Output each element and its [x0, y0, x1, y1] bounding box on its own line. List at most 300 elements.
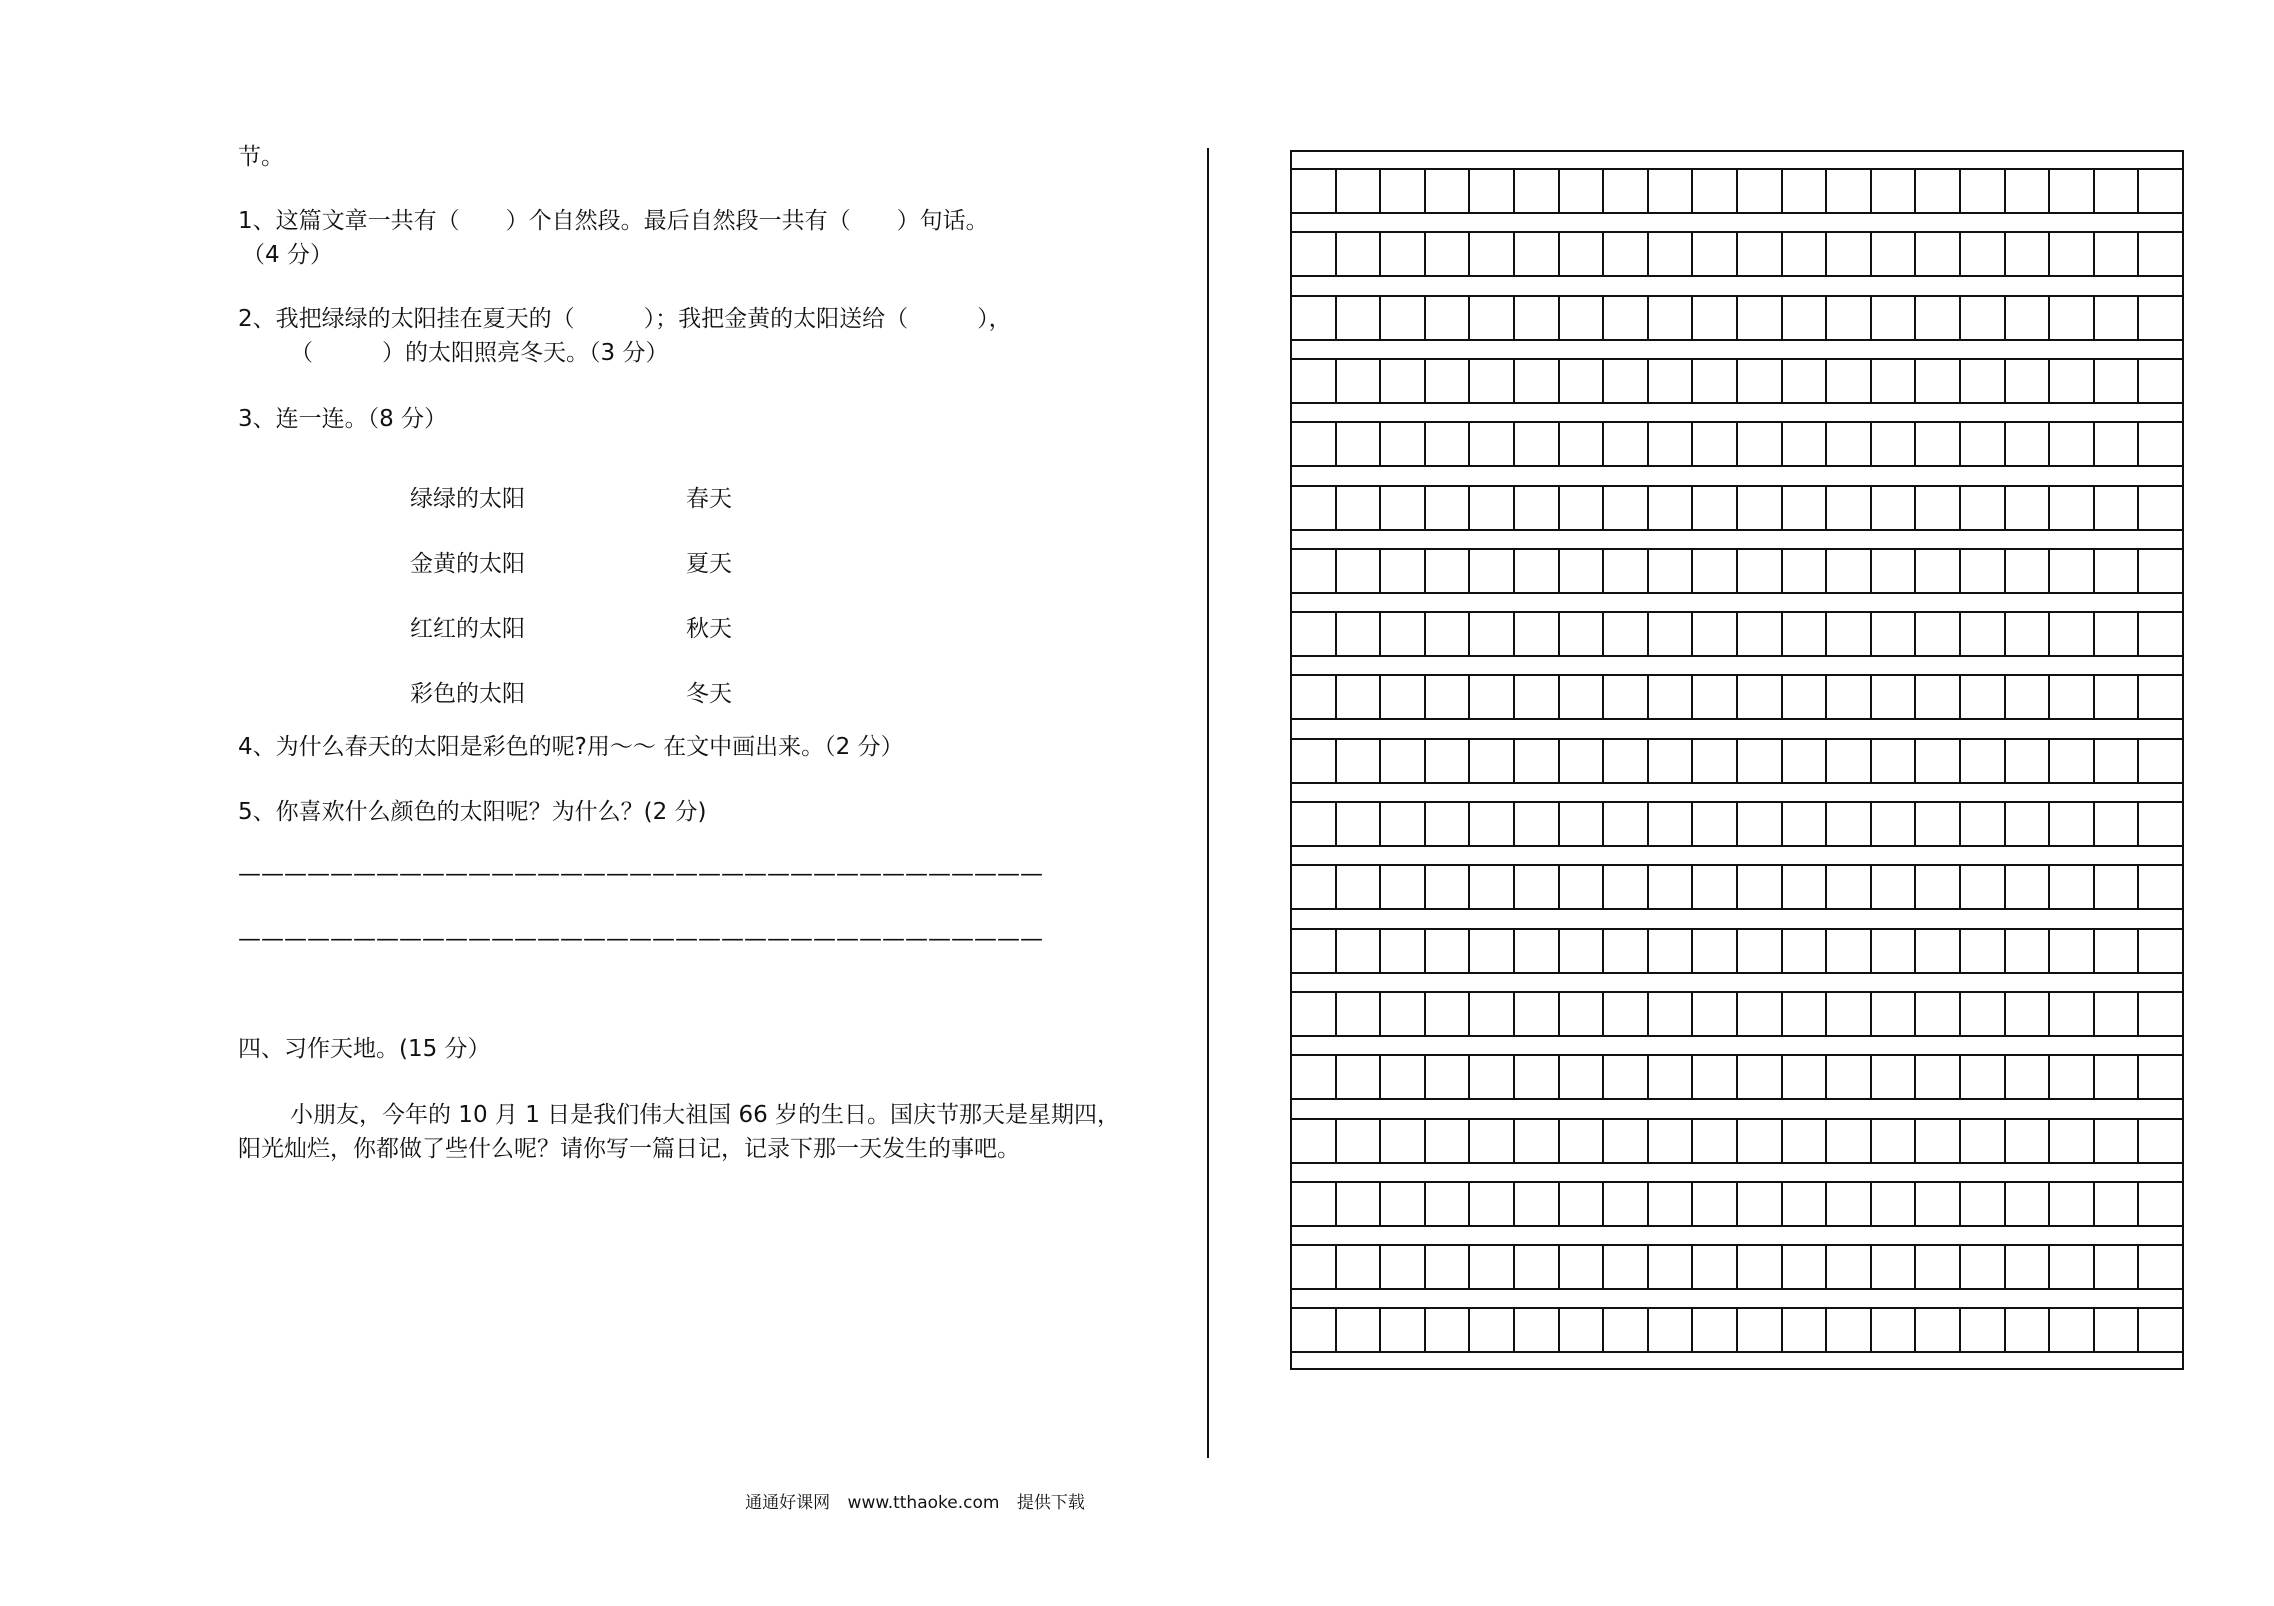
grid-cell[interactable] — [1783, 170, 1828, 212]
grid-cell[interactable] — [1292, 1246, 1337, 1288]
grid-cell[interactable] — [1515, 487, 1560, 529]
grid-cell[interactable] — [1515, 676, 1560, 718]
grid-cell[interactable] — [1337, 993, 1382, 1035]
grid-cell[interactable] — [2050, 170, 2095, 212]
grid-cell[interactable] — [2139, 930, 2182, 972]
grid-cell[interactable] — [1827, 803, 1872, 845]
grid-cell[interactable] — [2006, 1120, 2051, 1162]
grid-cell[interactable] — [1961, 170, 2006, 212]
grid-cell[interactable] — [1738, 1246, 1783, 1288]
grid-cell[interactable] — [1961, 866, 2006, 908]
grid-cell[interactable] — [1693, 613, 1738, 655]
grid-cell[interactable] — [1604, 866, 1649, 908]
grid-cell[interactable] — [1961, 360, 2006, 402]
grid-cell[interactable] — [1738, 1056, 1783, 1098]
grid-cell[interactable] — [1827, 170, 1872, 212]
grid-cell[interactable] — [1560, 930, 1605, 972]
grid-cell[interactable] — [1604, 740, 1649, 782]
grid-cell[interactable] — [1337, 740, 1382, 782]
grid-cell[interactable] — [2139, 1309, 2182, 1351]
grid-cell[interactable] — [1515, 1309, 1560, 1351]
grid-cell[interactable] — [1470, 676, 1515, 718]
grid-cell[interactable] — [1827, 740, 1872, 782]
grid-cell[interactable] — [2139, 1056, 2182, 1098]
grid-cell[interactable] — [1783, 993, 1828, 1035]
grid-cell[interactable] — [1560, 993, 1605, 1035]
grid-cell[interactable] — [1827, 866, 1872, 908]
grid-cell[interactable] — [1693, 423, 1738, 465]
grid-cell[interactable] — [1872, 1246, 1917, 1288]
grid-cell[interactable] — [1916, 1309, 1961, 1351]
grid-cell[interactable] — [1738, 1183, 1783, 1225]
grid-cell[interactable] — [2050, 1056, 2095, 1098]
grid-cell[interactable] — [1381, 676, 1426, 718]
grid-cell[interactable] — [1337, 866, 1382, 908]
grid-cell[interactable] — [1292, 550, 1337, 592]
grid-cell[interactable] — [1560, 1309, 1605, 1351]
grid-cell[interactable] — [1337, 803, 1382, 845]
grid-cell[interactable] — [1916, 676, 1961, 718]
grid-cell[interactable] — [1827, 1246, 1872, 1288]
grid-cell[interactable] — [1961, 1183, 2006, 1225]
grid-cell[interactable] — [1961, 297, 2006, 339]
grid-cell[interactable] — [1693, 1309, 1738, 1351]
grid-cell[interactable] — [2050, 487, 2095, 529]
grid-cell[interactable] — [1693, 487, 1738, 529]
grid-cell[interactable] — [1381, 170, 1426, 212]
grid-cell[interactable] — [1916, 1120, 1961, 1162]
grid-cell[interactable] — [1783, 233, 1828, 275]
grid-cell[interactable] — [1426, 613, 1471, 655]
grid-cell[interactable] — [1649, 550, 1694, 592]
grid-cell[interactable] — [1426, 170, 1471, 212]
grid-cell[interactable] — [1916, 1183, 1961, 1225]
grid-cell[interactable] — [1783, 803, 1828, 845]
grid-cell[interactable] — [1649, 676, 1694, 718]
grid-cell[interactable] — [1470, 360, 1515, 402]
grid-cell[interactable] — [1783, 360, 1828, 402]
grid-cell[interactable] — [1426, 297, 1471, 339]
grid-cell[interactable] — [1693, 1246, 1738, 1288]
grid-cell[interactable] — [1916, 1246, 1961, 1288]
grid-cell[interactable] — [1649, 1246, 1694, 1288]
grid-cell[interactable] — [1426, 993, 1471, 1035]
grid-cell[interactable] — [1827, 993, 1872, 1035]
grid-cell[interactable] — [1292, 170, 1337, 212]
grid-cell[interactable] — [1738, 866, 1783, 908]
grid-cell[interactable] — [1649, 360, 1694, 402]
grid-cell[interactable] — [1426, 360, 1471, 402]
grid-cell[interactable] — [2050, 676, 2095, 718]
grid-cell[interactable] — [2139, 487, 2182, 529]
grid-cell[interactable] — [2095, 740, 2140, 782]
grid-cell[interactable] — [2006, 676, 2051, 718]
grid-cell[interactable] — [1649, 803, 1694, 845]
grid-cell[interactable] — [1470, 740, 1515, 782]
grid-cell[interactable] — [2050, 803, 2095, 845]
grid-cell[interactable] — [1426, 676, 1471, 718]
grid-cell[interactable] — [1381, 866, 1426, 908]
grid-cell[interactable] — [2095, 360, 2140, 402]
grid-cell[interactable] — [1738, 740, 1783, 782]
grid-cell[interactable] — [1381, 487, 1426, 529]
grid-cell[interactable] — [1381, 1246, 1426, 1288]
grid-cell[interactable] — [1604, 170, 1649, 212]
grid-cell[interactable] — [2095, 930, 2140, 972]
grid-cell[interactable] — [1604, 676, 1649, 718]
grid-cell[interactable] — [1872, 1183, 1917, 1225]
grid-cell[interactable] — [1337, 360, 1382, 402]
grid-cell[interactable] — [1604, 233, 1649, 275]
grid-cell[interactable] — [1916, 170, 1961, 212]
grid-cell[interactable] — [1649, 170, 1694, 212]
grid-cell[interactable] — [1872, 993, 1917, 1035]
grid-cell[interactable] — [1738, 803, 1783, 845]
grid-cell[interactable] — [1604, 930, 1649, 972]
grid-cell[interactable] — [1872, 423, 1917, 465]
grid-cell[interactable] — [1916, 550, 1961, 592]
grid-cell[interactable] — [1426, 423, 1471, 465]
grid-cell[interactable] — [1515, 1120, 1560, 1162]
grid-cell[interactable] — [1693, 233, 1738, 275]
grid-cell[interactable] — [1426, 1246, 1471, 1288]
grid-cell[interactable] — [2050, 423, 2095, 465]
grid-cell[interactable] — [1337, 233, 1382, 275]
grid-cell[interactable] — [2006, 1183, 2051, 1225]
grid-cell[interactable] — [2095, 1183, 2140, 1225]
grid-cell[interactable] — [2050, 993, 2095, 1035]
grid-cell[interactable] — [2050, 1183, 2095, 1225]
grid-cell[interactable] — [1515, 803, 1560, 845]
grid-cell[interactable] — [1649, 613, 1694, 655]
grid-cell[interactable] — [1827, 297, 1872, 339]
grid-cell[interactable] — [2095, 487, 2140, 529]
grid-cell[interactable] — [1693, 676, 1738, 718]
grid-cell[interactable] — [1961, 613, 2006, 655]
grid-cell[interactable] — [2139, 550, 2182, 592]
grid-cell[interactable] — [1916, 1056, 1961, 1098]
grid-cell[interactable] — [1961, 487, 2006, 529]
grid-cell[interactable] — [2095, 423, 2140, 465]
grid-cell[interactable] — [1649, 740, 1694, 782]
grid-cell[interactable] — [1916, 803, 1961, 845]
grid-cell[interactable] — [1738, 1309, 1783, 1351]
grid-cell[interactable] — [1560, 676, 1605, 718]
grid-cell[interactable] — [2050, 360, 2095, 402]
grid-cell[interactable] — [2006, 550, 2051, 592]
grid-cell[interactable] — [1515, 297, 1560, 339]
grid-cell[interactable] — [1738, 993, 1783, 1035]
grid-cell[interactable] — [1738, 487, 1783, 529]
grid-cell[interactable] — [1738, 423, 1783, 465]
grid-cell[interactable] — [1292, 423, 1337, 465]
grid-cell[interactable] — [1470, 1246, 1515, 1288]
grid-cell[interactable] — [2006, 993, 2051, 1035]
grid-cell[interactable] — [1693, 1056, 1738, 1098]
grid-cell[interactable] — [2006, 487, 2051, 529]
grid-cell[interactable] — [2095, 1309, 2140, 1351]
grid-cell[interactable] — [1604, 1120, 1649, 1162]
grid-cell[interactable] — [1292, 1309, 1337, 1351]
grid-cell[interactable] — [1337, 423, 1382, 465]
grid-cell[interactable] — [1560, 613, 1605, 655]
grid-cell[interactable] — [1872, 740, 1917, 782]
grid-cell[interactable] — [1604, 297, 1649, 339]
grid-cell[interactable] — [1515, 550, 1560, 592]
grid-cell[interactable] — [1381, 740, 1426, 782]
grid-cell[interactable] — [1693, 866, 1738, 908]
grid-cell[interactable] — [2050, 866, 2095, 908]
grid-cell[interactable] — [2139, 360, 2182, 402]
grid-cell[interactable] — [1426, 233, 1471, 275]
grid-cell[interactable] — [2050, 1309, 2095, 1351]
grid-cell[interactable] — [1426, 1183, 1471, 1225]
grid-cell[interactable] — [1649, 1183, 1694, 1225]
grid-cell[interactable] — [1649, 930, 1694, 972]
grid-cell[interactable] — [2006, 866, 2051, 908]
grid-cell[interactable] — [1604, 1246, 1649, 1288]
grid-cell[interactable] — [1604, 803, 1649, 845]
grid-cell[interactable] — [1292, 993, 1337, 1035]
grid-cell[interactable] — [2139, 803, 2182, 845]
grid-cell[interactable] — [1470, 1183, 1515, 1225]
grid-cell[interactable] — [1872, 170, 1917, 212]
grid-cell[interactable] — [1649, 297, 1694, 339]
grid-cell[interactable] — [1827, 550, 1872, 592]
grid-cell[interactable] — [1560, 360, 1605, 402]
grid-cell[interactable] — [1292, 740, 1337, 782]
grid-cell[interactable] — [1470, 1309, 1515, 1351]
grid-cell[interactable] — [1381, 930, 1426, 972]
grid-cell[interactable] — [1515, 740, 1560, 782]
grid-cell[interactable] — [1426, 740, 1471, 782]
grid-cell[interactable] — [2095, 1056, 2140, 1098]
grid-cell[interactable] — [1604, 550, 1649, 592]
grid-cell[interactable] — [1292, 1120, 1337, 1162]
grid-cell[interactable] — [1693, 803, 1738, 845]
grid-cell[interactable] — [1872, 1056, 1917, 1098]
grid-cell[interactable] — [1738, 930, 1783, 972]
grid-cell[interactable] — [1916, 487, 1961, 529]
grid-cell[interactable] — [1470, 866, 1515, 908]
grid-cell[interactable] — [1515, 233, 1560, 275]
grid-cell[interactable] — [1961, 803, 2006, 845]
grid-cell[interactable] — [1961, 1056, 2006, 1098]
grid-cell[interactable] — [1961, 1120, 2006, 1162]
grid-cell[interactable] — [1560, 803, 1605, 845]
grid-cell[interactable] — [1872, 803, 1917, 845]
grid-cell[interactable] — [2006, 803, 2051, 845]
grid-cell[interactable] — [1872, 866, 1917, 908]
grid-cell[interactable] — [1381, 360, 1426, 402]
grid-cell[interactable] — [1693, 1120, 1738, 1162]
grid-cell[interactable] — [1961, 676, 2006, 718]
grid-cell[interactable] — [1470, 1056, 1515, 1098]
grid-cell[interactable] — [1292, 297, 1337, 339]
grid-cell[interactable] — [1292, 487, 1337, 529]
grid-cell[interactable] — [1560, 550, 1605, 592]
grid-cell[interactable] — [2050, 1246, 2095, 1288]
grid-cell[interactable] — [1426, 1056, 1471, 1098]
grid-cell[interactable] — [1783, 1183, 1828, 1225]
grid-cell[interactable] — [1961, 423, 2006, 465]
grid-cell[interactable] — [1827, 1183, 1872, 1225]
grid-cell[interactable] — [1916, 360, 1961, 402]
grid-cell[interactable] — [1693, 360, 1738, 402]
grid-cell[interactable] — [1827, 1120, 1872, 1162]
grid-cell[interactable] — [1337, 1120, 1382, 1162]
grid-cell[interactable] — [1381, 993, 1426, 1035]
grid-cell[interactable] — [1783, 740, 1828, 782]
grid-cell[interactable] — [1515, 423, 1560, 465]
grid-cell[interactable] — [1604, 1183, 1649, 1225]
grid-cell[interactable] — [1560, 740, 1605, 782]
grid-cell[interactable] — [1827, 613, 1872, 655]
grid-cell[interactable] — [1381, 550, 1426, 592]
grid-cell[interactable] — [1649, 1309, 1694, 1351]
grid-cell[interactable] — [2050, 233, 2095, 275]
grid-cell[interactable] — [1872, 613, 1917, 655]
grid-cell[interactable] — [1604, 1309, 1649, 1351]
grid-cell[interactable] — [1872, 550, 1917, 592]
grid-cell[interactable] — [1783, 1309, 1828, 1351]
grid-cell[interactable] — [1337, 170, 1382, 212]
grid-cell[interactable] — [1515, 360, 1560, 402]
grid-cell[interactable] — [1827, 1056, 1872, 1098]
grid-cell[interactable] — [1470, 993, 1515, 1035]
grid-cell[interactable] — [1961, 930, 2006, 972]
grid-cell[interactable] — [1337, 297, 1382, 339]
grid-cell[interactable] — [1783, 613, 1828, 655]
grid-cell[interactable] — [1604, 1056, 1649, 1098]
grid-cell[interactable] — [2139, 866, 2182, 908]
grid-cell[interactable] — [1916, 297, 1961, 339]
grid-cell[interactable] — [1381, 1056, 1426, 1098]
grid-cell[interactable] — [1738, 550, 1783, 592]
grid-cell[interactable] — [1381, 297, 1426, 339]
grid-cell[interactable] — [1783, 1056, 1828, 1098]
grid-cell[interactable] — [1515, 1183, 1560, 1225]
grid-cell[interactable] — [1560, 487, 1605, 529]
grid-cell[interactable] — [1470, 170, 1515, 212]
grid-cell[interactable] — [1426, 866, 1471, 908]
grid-cell[interactable] — [2095, 993, 2140, 1035]
grid-cell[interactable] — [1337, 930, 1382, 972]
grid-cell[interactable] — [1470, 803, 1515, 845]
grid-cell[interactable] — [1916, 993, 1961, 1035]
grid-cell[interactable] — [1783, 297, 1828, 339]
grid-cell[interactable] — [1515, 1056, 1560, 1098]
grid-cell[interactable] — [1381, 423, 1426, 465]
grid-cell[interactable] — [2006, 423, 2051, 465]
grid-cell[interactable] — [1426, 803, 1471, 845]
grid-cell[interactable] — [1961, 740, 2006, 782]
grid-cell[interactable] — [2050, 740, 2095, 782]
grid-cell[interactable] — [1649, 487, 1694, 529]
grid-cell[interactable] — [1337, 1246, 1382, 1288]
grid-cell[interactable] — [2006, 233, 2051, 275]
grid-cell[interactable] — [1872, 1120, 1917, 1162]
grid-cell[interactable] — [2006, 1246, 2051, 1288]
grid-cell[interactable] — [1916, 423, 1961, 465]
grid-cell[interactable] — [1783, 550, 1828, 592]
grid-cell[interactable] — [1560, 1120, 1605, 1162]
grid-cell[interactable] — [1560, 1183, 1605, 1225]
grid-cell[interactable] — [2006, 1309, 2051, 1351]
grid-cell[interactable] — [1693, 993, 1738, 1035]
grid-cell[interactable] — [1649, 233, 1694, 275]
grid-cell[interactable] — [1693, 170, 1738, 212]
grid-cell[interactable] — [1783, 1246, 1828, 1288]
grid-cell[interactable] — [1337, 613, 1382, 655]
grid-cell[interactable] — [1872, 1309, 1917, 1351]
grid-cell[interactable] — [1292, 930, 1337, 972]
grid-cell[interactable] — [1560, 297, 1605, 339]
grid-cell[interactable] — [1827, 487, 1872, 529]
grid-cell[interactable] — [1515, 866, 1560, 908]
grid-cell[interactable] — [1961, 1309, 2006, 1351]
grid-cell[interactable] — [1560, 1056, 1605, 1098]
grid-cell[interactable] — [1783, 423, 1828, 465]
grid-cell[interactable] — [1337, 1309, 1382, 1351]
grid-cell[interactable] — [1292, 233, 1337, 275]
grid-cell[interactable] — [1604, 993, 1649, 1035]
grid-cell[interactable] — [1515, 930, 1560, 972]
grid-cell[interactable] — [1470, 423, 1515, 465]
grid-cell[interactable] — [1783, 1120, 1828, 1162]
grid-cell[interactable] — [1649, 993, 1694, 1035]
grid-cell[interactable] — [2095, 297, 2140, 339]
grid-cell[interactable] — [1783, 487, 1828, 529]
grid-cell[interactable] — [1738, 676, 1783, 718]
grid-cell[interactable] — [1381, 613, 1426, 655]
grid-cell[interactable] — [2139, 233, 2182, 275]
grid-cell[interactable] — [1292, 1056, 1337, 1098]
grid-cell[interactable] — [1337, 1183, 1382, 1225]
grid-cell[interactable] — [1693, 930, 1738, 972]
grid-cell[interactable] — [1604, 360, 1649, 402]
grid-cell[interactable] — [1961, 233, 2006, 275]
grid-cell[interactable] — [1783, 930, 1828, 972]
grid-cell[interactable] — [1337, 487, 1382, 529]
grid-cell[interactable] — [1961, 550, 2006, 592]
grid-cell[interactable] — [1872, 297, 1917, 339]
grid-cell[interactable] — [1649, 1056, 1694, 1098]
grid-cell[interactable] — [2139, 613, 2182, 655]
grid-cell[interactable] — [1649, 866, 1694, 908]
grid-cell[interactable] — [2139, 1120, 2182, 1162]
grid-cell[interactable] — [2095, 170, 2140, 212]
grid-cell[interactable] — [2050, 930, 2095, 972]
grid-cell[interactable] — [2050, 613, 2095, 655]
grid-cell[interactable] — [2095, 1120, 2140, 1162]
grid-cell[interactable] — [1827, 233, 1872, 275]
grid-cell[interactable] — [1872, 360, 1917, 402]
grid-cell[interactable] — [2139, 297, 2182, 339]
grid-cell[interactable] — [1292, 676, 1337, 718]
grid-cell[interactable] — [1515, 170, 1560, 212]
grid-cell[interactable] — [1426, 1309, 1471, 1351]
grid-cell[interactable] — [2139, 423, 2182, 465]
grid-cell[interactable] — [2006, 170, 2051, 212]
grid-cell[interactable] — [1515, 1246, 1560, 1288]
grid-cell[interactable] — [1916, 866, 1961, 908]
grid-cell[interactable] — [1292, 866, 1337, 908]
grid-cell[interactable] — [1872, 930, 1917, 972]
grid-cell[interactable] — [1292, 803, 1337, 845]
grid-cell[interactable] — [2095, 676, 2140, 718]
grid-cell[interactable] — [1381, 1183, 1426, 1225]
